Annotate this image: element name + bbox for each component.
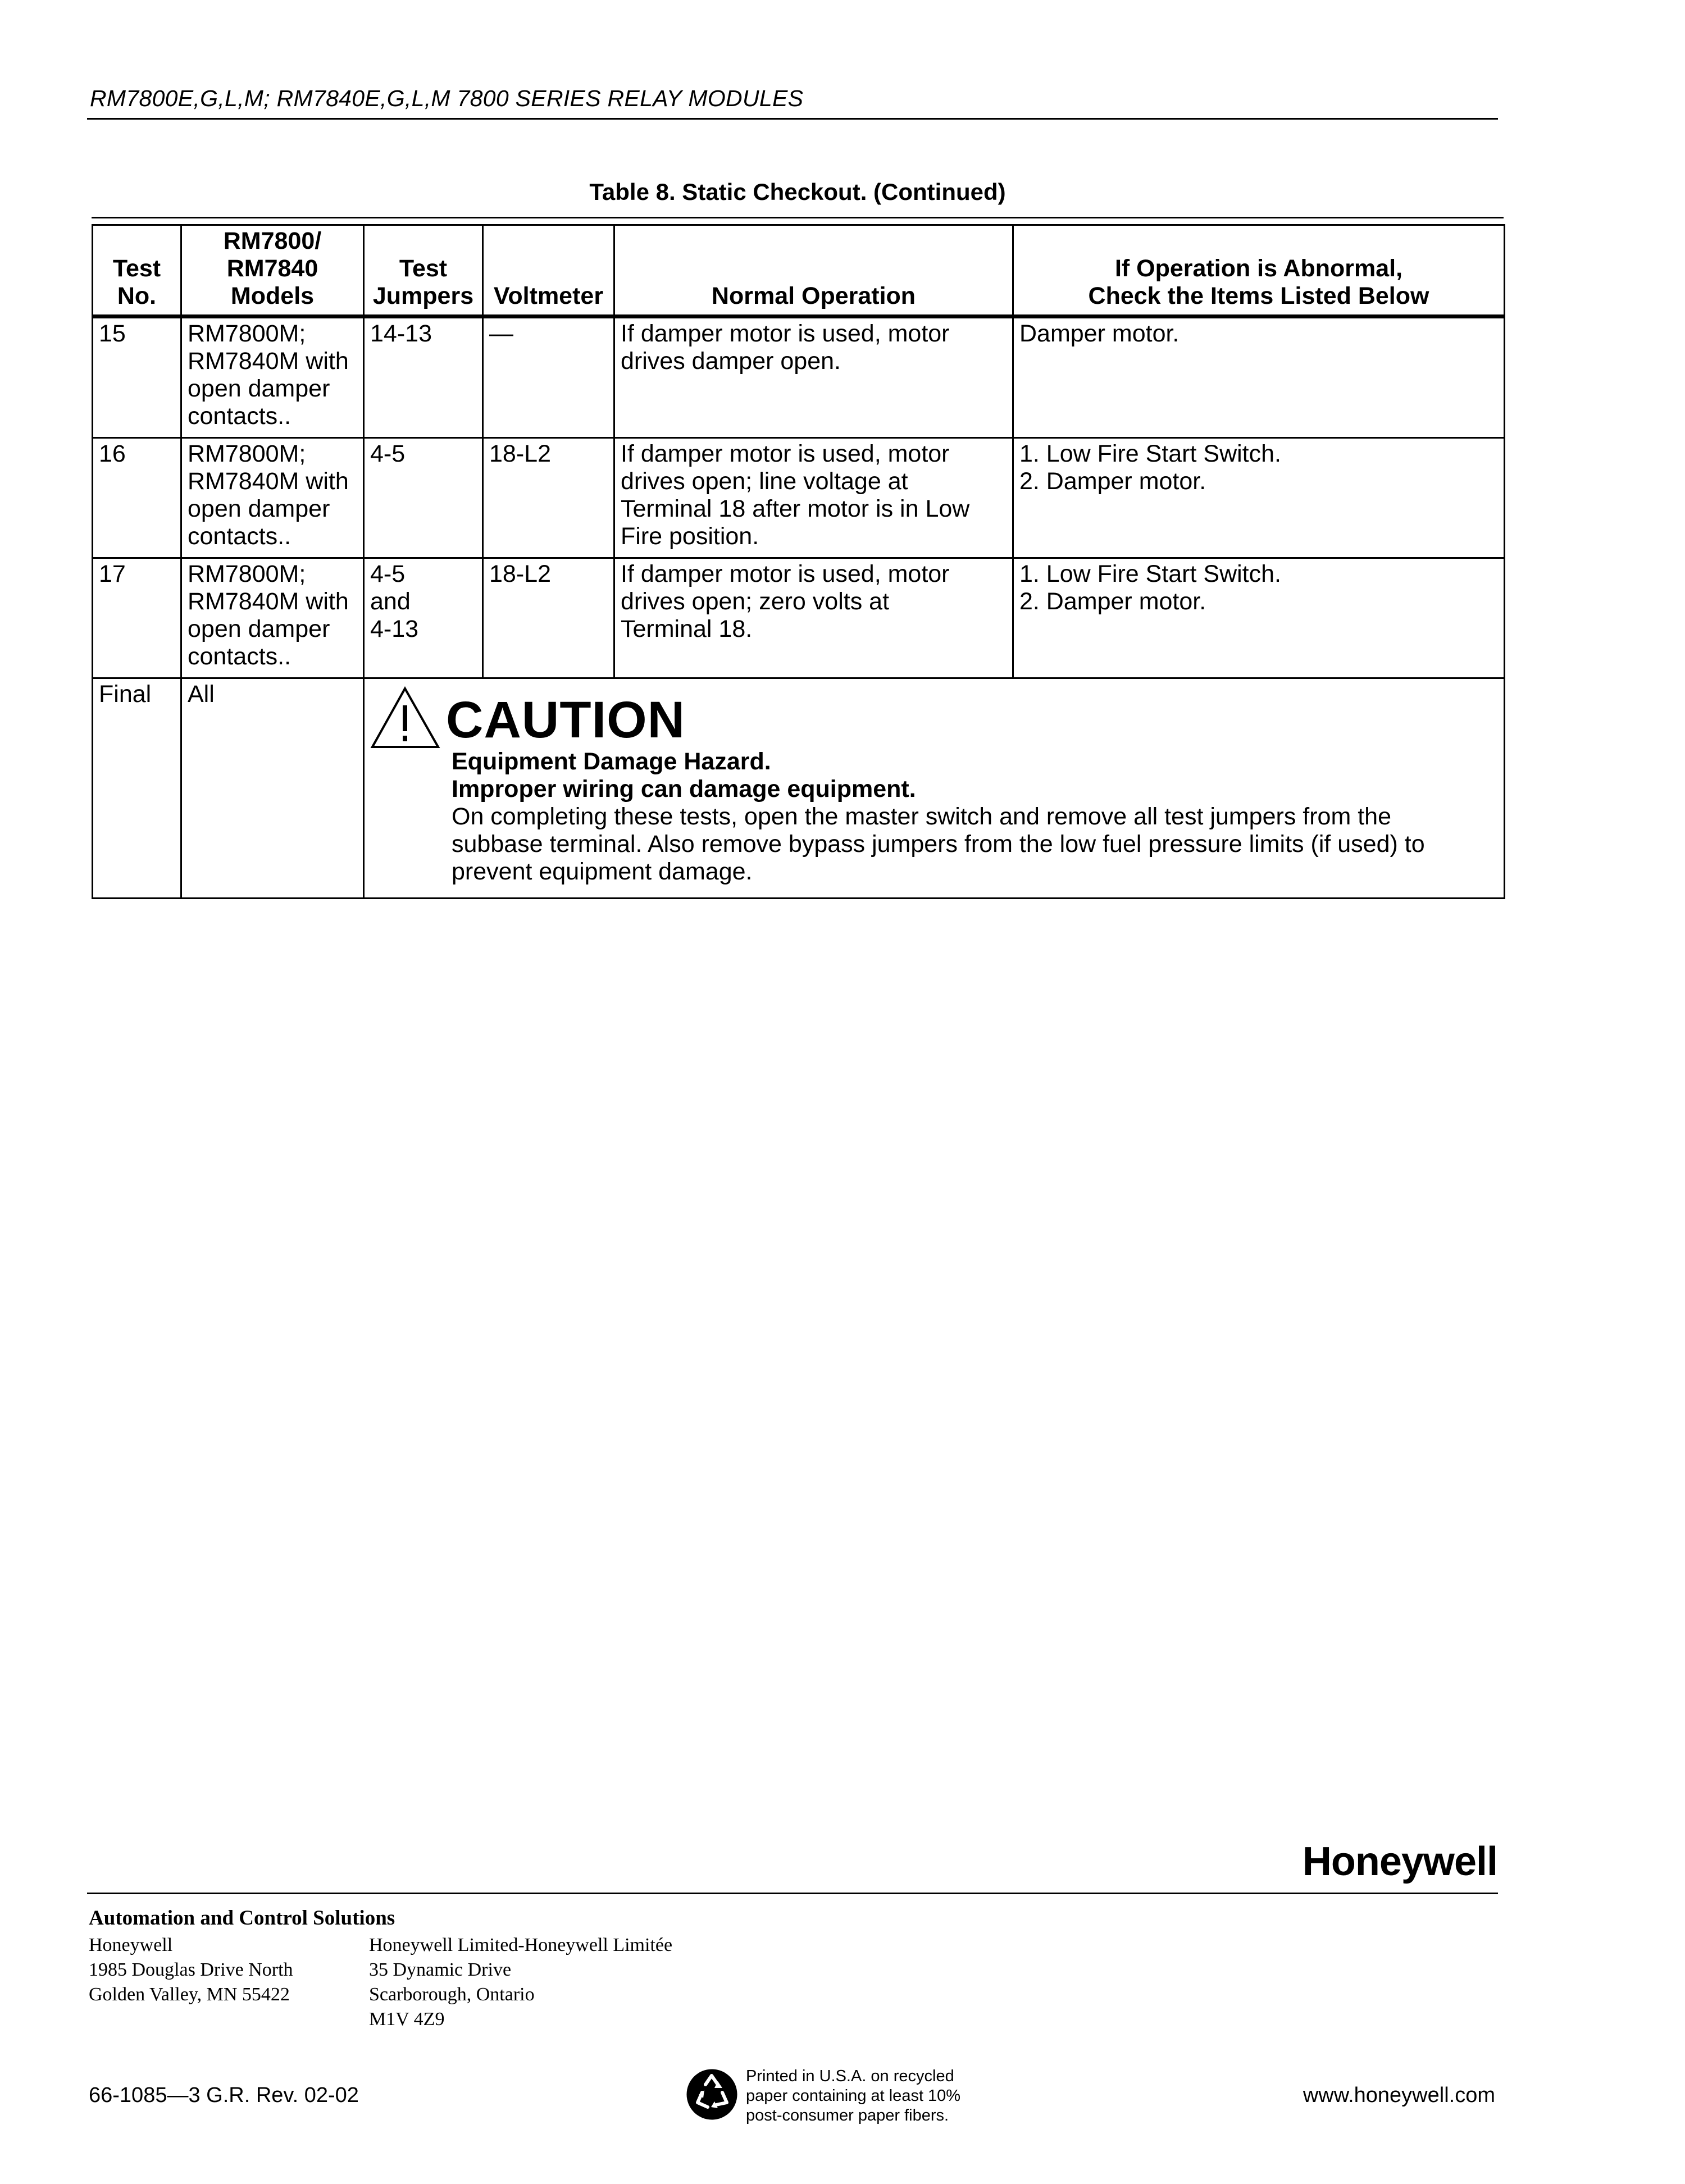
table-header-row <box>93 225 1505 317</box>
caution-body: On completing these tests, open the master switch and remove all test jumpers from the subbase terminal. Also remove bypass jumpers from the low fuel pressure limits (if used) to prevent equipment damage. <box>452 803 1425 885</box>
cell-test-no: 15 <box>93 317 181 438</box>
col-header-jumpers: Test Jumpers <box>364 225 483 317</box>
cell-test-no: Final <box>93 678 181 899</box>
caution-consequence-line: Improper wiring can damage equipment. <box>452 776 916 803</box>
cell-jumpers: 4-5 <box>364 438 483 558</box>
cell-normal-operation: If damper motor is used, motor drives open; zero volts at Terminal 18. <box>614 558 1013 678</box>
col-header-voltmeter: Voltmeter <box>483 225 614 317</box>
website-url: www.honeywell.com <box>1303 2083 1495 2107</box>
recycle-icon <box>685 2068 739 2121</box>
col-header-test-no: Test No. <box>93 225 181 317</box>
header-rule <box>87 118 1498 120</box>
cell-test-no: 16 <box>93 438 181 558</box>
division-name: Automation and Control Solutions <box>89 1907 395 1930</box>
cell-normal-operation: If damper motor is used, motor drives damper open. <box>614 317 1013 438</box>
cell-models: RM7800M; RM7840M with open damper contacts.. <box>181 438 364 558</box>
cell-jumpers: 4-5 and 4-13 <box>364 558 483 678</box>
honeywell-logo: Honeywell <box>1302 1839 1497 1884</box>
table-top-rule <box>92 217 1504 218</box>
cell-voltmeter: 18-L2 <box>483 558 614 678</box>
running-header: RM7800E,G,L,M; RM7840E,G,L,M 7800 SERIES RELAY MODULES <box>90 85 804 111</box>
caution-heading: CAUTION <box>446 691 686 749</box>
recycled-paper-note: Printed in U.S.A. on recycled paper containing at least 10% post-consumer paper fibers. <box>746 2067 961 2124</box>
table-row <box>93 317 1505 438</box>
table-caption: Table 8. Static Checkout. (Continued) <box>589 179 1006 205</box>
static-checkout-table-wrapper <box>92 217 1504 899</box>
document-number: 66-1085—3 G.R. Rev. 02-02 <box>89 2083 359 2107</box>
static-checkout-table <box>92 224 1505 899</box>
cell-jumpers: 14-13 <box>364 317 483 438</box>
cell-voltmeter: — <box>483 317 614 438</box>
col-header-models: RM7800/ RM7840 Models <box>181 225 364 317</box>
cell-models: RM7800M; RM7840M with open damper contacts.. <box>181 317 364 438</box>
caution-cell <box>364 678 1505 899</box>
cell-abnormal: Damper motor. <box>1013 317 1505 438</box>
cell-models: RM7800M; RM7840M with open damper contacts.. <box>181 558 364 678</box>
cell-voltmeter: 18-L2 <box>483 438 614 558</box>
table-row <box>93 438 1505 558</box>
cell-abnormal: 1. Low Fire Start Switch. 2. Damper motor. <box>1013 438 1505 558</box>
cell-abnormal: 1. Low Fire Start Switch. 2. Damper motor. <box>1013 558 1505 678</box>
table-row <box>93 558 1505 678</box>
caution-hazard-line: Equipment Damage Hazard. <box>452 748 771 775</box>
col-header-abnormal: If Operation is Abnormal, Check the Items Listed Below <box>1013 225 1505 317</box>
footer-rule <box>87 1893 1498 1894</box>
caution-block <box>370 681 1498 886</box>
col-header-normal-operation: Normal Operation <box>614 225 1013 317</box>
cell-test-no: 17 <box>93 558 181 678</box>
table-row-final <box>93 678 1505 899</box>
cell-normal-operation: If damper motor is used, motor drives open; line voltage at Terminal 18 after motor is in Low Fire position. <box>614 438 1013 558</box>
warning-triangle-icon <box>370 686 440 749</box>
address-canada: Honeywell Limited-Honeywell Limitée 35 Dynamic Drive Scarborough, Ontario M1V 4Z9 <box>369 1935 673 2030</box>
address-us: Honeywell 1985 Douglas Drive North Golden Valley, MN 55422 <box>89 1935 293 2005</box>
cell-models: All <box>181 678 364 899</box>
